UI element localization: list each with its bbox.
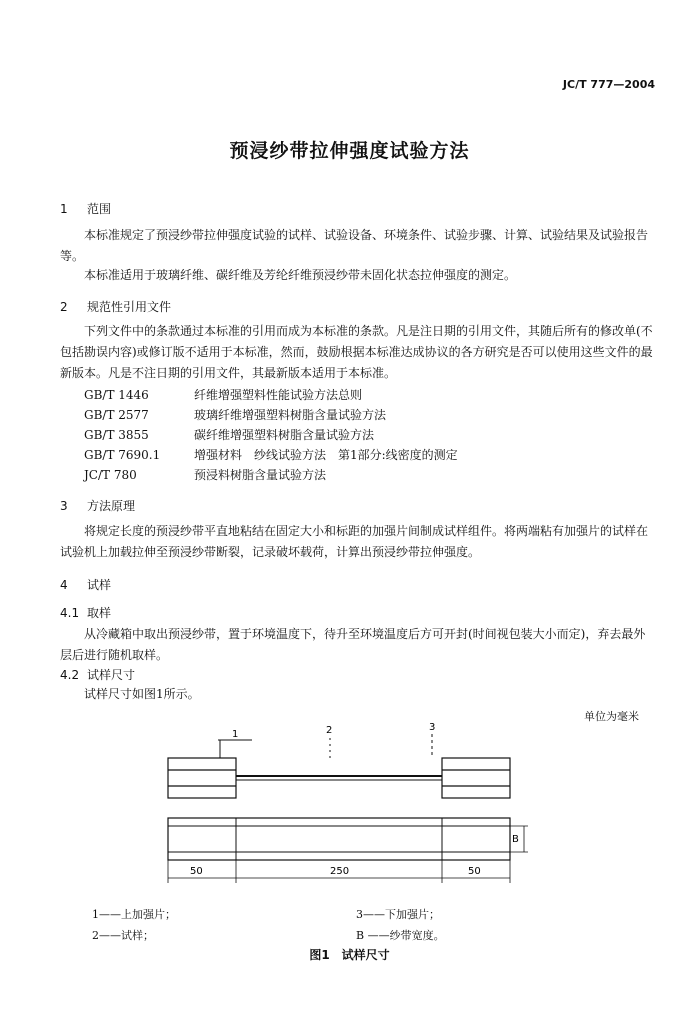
section-2-heading xyxy=(60,298,171,315)
legend-item-3: 3——下加强片； xyxy=(356,908,440,921)
specimen-front-view xyxy=(168,818,510,860)
specimen-figure xyxy=(150,718,550,893)
reference-code: GB/T 2577 xyxy=(84,408,149,422)
figure-label-1: 1 xyxy=(232,729,239,740)
reference-name: 纤维增强塑料性能试验方法总则 xyxy=(194,388,363,402)
reference-name: 预浸料树脂含量试验方法 xyxy=(194,468,327,482)
section-4-heading xyxy=(60,576,111,593)
document-title: 预浸纱带拉伸强度试验方法 xyxy=(229,140,470,162)
reference-item xyxy=(84,386,362,403)
section-title: 规范性引用文件 xyxy=(87,300,172,314)
legend-item-1: 1——上加强片； xyxy=(92,908,176,921)
section-3-paragraph-1: 将规定长度的预浸纱带平直地粘结在固定大小和标距的加强片间制成试样组件。将两端粘有加强片的试样在试验机上加载拉伸至预浸纱带断裂，记录破坏载荷，计算出预浸纱带拉伸强度。 xyxy=(60,524,649,559)
section-number: 4.1 xyxy=(60,606,80,620)
legend-item-b: B ——纱带宽度。 xyxy=(356,929,445,942)
figure-label-3: 3 xyxy=(429,722,436,733)
section-number: 4 xyxy=(60,578,68,592)
section-4-2-paragraph-1: 试样尺寸如图1所示。 xyxy=(84,687,200,701)
reference-code: JC/T 780 xyxy=(84,468,137,482)
section-title: 试样 xyxy=(87,578,112,592)
reference-code: GB/T 1446 xyxy=(84,388,149,402)
figure-label-b: B xyxy=(512,834,519,845)
section-2-paragraph-1: 下列文件中的条款通过本标准的引用而成为本标准的条款。凡是注日期的引用文件，其随后所有的修改单(不包括勘误内容)或修订版不适用于本标准，然而，鼓励根据本标准达成协议的各方研究是否可以使用这些文件的最新版本。凡是不注日期的引用文件，其最新版本适用于本标准。 xyxy=(60,324,653,380)
figure-caption: 图1 试样尺寸 xyxy=(309,948,390,962)
section-4-1-heading xyxy=(60,604,111,621)
reference-item xyxy=(84,406,386,423)
upper-tab-left xyxy=(168,758,236,798)
section-4-2-heading xyxy=(60,666,135,683)
standard-number: JC/T 777—2004 xyxy=(562,78,655,91)
section-number: 2 xyxy=(60,300,68,314)
dimension-50-left: 50 xyxy=(190,866,203,877)
section-title: 方法原理 xyxy=(87,499,136,513)
figure-label-2: 2 xyxy=(326,725,333,736)
reference-item xyxy=(84,446,458,463)
section-1-heading xyxy=(60,200,111,217)
upper-tab-right xyxy=(442,758,510,798)
section-title: 范围 xyxy=(87,202,112,216)
section-number: 4.2 xyxy=(60,668,80,682)
section-1-paragraph-2: 本标准适用于玻璃纤维、碳纤维及芳纶纤维预浸纱带未固化状态拉伸强度的测定。 xyxy=(84,268,517,282)
section-number: 3 xyxy=(60,499,68,513)
dimension-250: 250 xyxy=(330,866,350,877)
reference-code: GB/T 3855 xyxy=(84,428,149,442)
dimension-50-right: 50 xyxy=(468,866,481,877)
legend-item-2: 2——试样； xyxy=(92,929,154,942)
reference-item xyxy=(84,426,374,443)
reference-code: GB/T 7690.1 xyxy=(84,448,161,462)
unit-note: 单位为毫米 xyxy=(584,710,639,723)
reference-name: 碳纤维增强塑料树脂含量试验方法 xyxy=(194,428,375,442)
section-1-paragraph-1: 本标准规定了预浸纱带拉伸强度试验的试样、试验设备、环境条件、试验步骤、计算、试验结果及试验报告等。 xyxy=(60,228,649,263)
reference-item xyxy=(84,466,326,483)
section-title: 试样尺寸 xyxy=(87,668,136,682)
section-4-1-paragraph-1: 从冷藏箱中取出预浸纱带，置于环境温度下，待升至环境温度后方可开封(时间视包装大小而定)，弃去最外层后进行随机取样。 xyxy=(60,627,646,662)
section-title: 取样 xyxy=(87,606,112,620)
section-number: 1 xyxy=(60,202,68,216)
reference-name: 增强材料 纱线试验方法 第1部分:线密度的测定 xyxy=(194,448,458,462)
reference-name: 玻璃纤维增强塑料树脂含量试验方法 xyxy=(194,408,387,422)
section-3-heading xyxy=(60,497,135,514)
